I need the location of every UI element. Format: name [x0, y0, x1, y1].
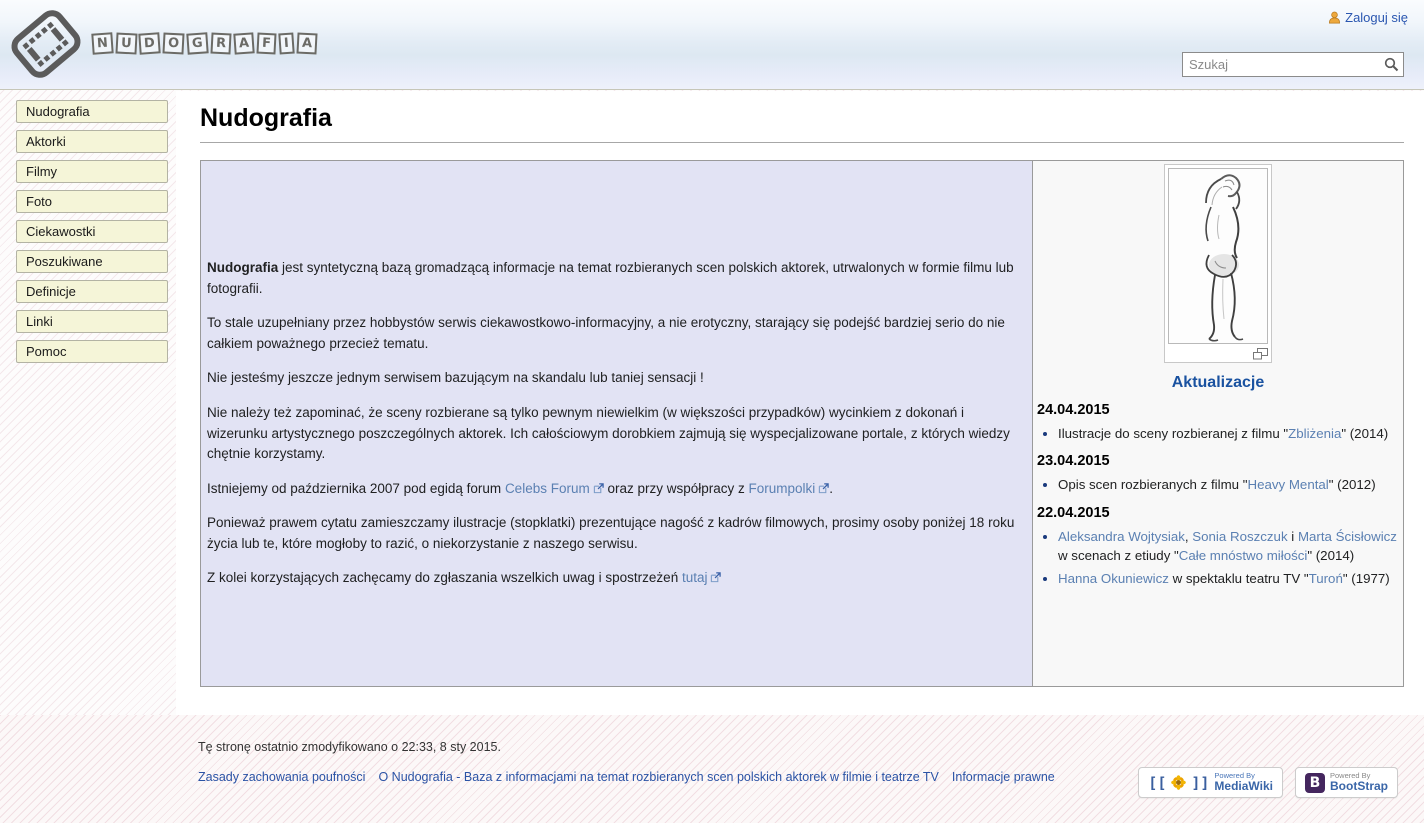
site-header — [0, 0, 1424, 90]
update-date: 24.04.2015 — [1037, 402, 1110, 418]
content-link[interactable]: Zbliżenia — [1288, 426, 1342, 441]
bootstrap-badge[interactable] — [1295, 767, 1398, 798]
page-title: Nudografia — [200, 104, 1404, 143]
mediawiki-badge-big-text: MediaWiki — [1214, 779, 1273, 794]
magnify-icon — [1253, 348, 1268, 360]
intro-paragraph: Istniejemy od października 2007 pod egidą forum Celebs Forum oraz przy współpracy z Forumpolki . — [207, 480, 834, 496]
updates-list — [1033, 402, 1403, 588]
content-link[interactable]: Aleksandra Wojtysiak — [1058, 528, 1185, 544]
logo-letter: R — [210, 32, 231, 54]
mediawiki-bracket-right: ]] — [1191, 773, 1210, 792]
logo-letter: A — [296, 32, 317, 54]
logo-letter: I — [278, 33, 294, 55]
bootstrap-badge-small-text: Powered By — [1330, 771, 1371, 781]
content-link[interactable]: Marta Ścisłowicz — [1297, 528, 1397, 544]
search-input[interactable] — [1183, 57, 1379, 72]
bootstrap-logo-icon: B — [1305, 773, 1325, 793]
update-date: 22.04.2015 — [1037, 504, 1110, 521]
content-link[interactable]: tutaj — [681, 570, 708, 586]
sidebar-item-aktorki[interactable]: Aktorki — [16, 130, 168, 153]
intro-paragraph: Nie należy też zapominać, że sceny rozbierane są tylko pewnym niewielkim (w większości przypadków) wycinkiem z dokonań i wizerunku artystycznego poszczególnych aktorek. Ich całościowym dorobkiem zajmują się wyspecjalizowane portale, z których wiedzy chętnie korzystamy. — [207, 404, 1010, 462]
user-icon — [1328, 11, 1341, 24]
logo-letter: O — [163, 32, 185, 54]
main-content-panel — [176, 91, 1424, 715]
login-link[interactable] — [1328, 10, 1408, 25]
intro-paragraph: Nie jesteśmy jeszcze jednym serwisem bazującym na skandalu lub taniej sensacji ! — [207, 370, 704, 386]
search-icon — [1384, 57, 1399, 72]
sketch-image[interactable] — [1168, 168, 1268, 344]
content-link[interactable]: Całe mnóstwo miłości — [1178, 547, 1308, 563]
sidebar-item-nudografia[interactable]: Nudografia — [16, 100, 168, 123]
footer-links — [198, 770, 1055, 784]
intro-paragraph: To stale uzupełniany przez hobbystów serwis ciekawostkowo-informacyjny, a nie erotyczny, starający się podejść bardziej serio do nie całkiem poważnego przecież tematu. — [207, 315, 1005, 351]
sidebar-item-linki[interactable]: Linki — [16, 310, 168, 333]
external-link-icon — [593, 483, 604, 494]
content-link[interactable]: Celebs Forum — [504, 480, 590, 496]
mediawiki-sunflower-icon — [1171, 775, 1186, 790]
update-date: 23.04.2015 — [1037, 453, 1110, 470]
sidebar-item-filmy[interactable]: Filmy — [16, 160, 168, 183]
magnify-button[interactable] — [1168, 344, 1268, 360]
logo-letter: D — [139, 32, 161, 54]
footer-link-1[interactable]: Zasady zachowania poufności — [198, 770, 366, 784]
logo-letter: A — [233, 32, 254, 54]
last-modified-text: Tę stronę ostatnio zmodyfikowano o 22:33, 8 sty 2015. — [198, 740, 501, 754]
logo-letter: F — [257, 33, 277, 55]
intro-cell — [201, 161, 1032, 686]
site-logo-icon[interactable] — [8, 5, 84, 88]
content-link[interactable]: Forumpolki — [748, 480, 816, 496]
intro-paragraph: Z kolei korzystających zachęcamy do zgłaszania wszelkich uwag i spostrzeżeń tutaj — [207, 568, 1026, 589]
bootstrap-badge-big-text: BootStrap — [1330, 779, 1388, 794]
content-link[interactable]: Sonia Roszczuk — [1192, 528, 1288, 544]
bold-text: Nudografia — [207, 260, 279, 276]
update-item-list — [1037, 527, 1399, 589]
search-box — [1182, 52, 1404, 77]
updates-cell — [1032, 161, 1403, 686]
sidebar-item-foto[interactable]: Foto — [16, 190, 168, 213]
updates-heading[interactable]: Aktualizacje — [1171, 374, 1265, 391]
content-link[interactable]: Hanna Okuniewicz — [1058, 571, 1169, 587]
thumbnail-frame — [1164, 164, 1272, 363]
update-item: • Ilustracje do sceny rozbieranej z filmu "Zbliżenia" (2014) — [1058, 424, 1399, 443]
footer-link-3[interactable]: Informacje prawne — [951, 770, 1055, 784]
intro-paragraph: Ponieważ prawem cytatu zamieszczamy ilustracje (stopklatki) prezentujące nagość z kadrów filmowych, prosimy osoby poniżej 18 roku życia lub te, które mogłoby to razić, o niekorzystanie z naszego serwisu. — [207, 515, 1015, 551]
content-link[interactable]: Heavy Mental — [1247, 477, 1329, 493]
intro-paragraph: Nudografia jest syntetyczną bazą gromadzącą informacje na temat rozbieranych scen polskich aktorek, utrwalonych w formie filmu lub fotografii. — [207, 260, 1014, 296]
update-item-list — [1037, 475, 1399, 494]
content-table — [200, 160, 1404, 687]
sidebar-item-definicje[interactable]: Definicje — [16, 280, 168, 303]
mediawiki-bracket-left: [[ — [1148, 773, 1167, 792]
update-item-list — [1037, 424, 1399, 443]
update-item: • Opis scen rozbieranych z filmu "Heavy Mental" (2012) — [1058, 475, 1399, 494]
footer-link-2[interactable]: O Nudografia - Baza z informacjami na temat rozbieranych scen polskich aktorek w filmie i teatrze TV — [378, 770, 939, 784]
external-link-icon — [710, 572, 721, 583]
external-link-icon — [818, 483, 829, 494]
page-footer — [0, 715, 1424, 823]
sidebar-item-ciekawostki[interactable]: Ciekawostki — [16, 220, 168, 243]
sidebar-item-poszukiwane[interactable]: Poszukiwane — [16, 250, 168, 273]
sidebar-nav — [16, 100, 168, 370]
login-label: Zaloguj się — [1345, 10, 1408, 25]
logo-letter: N — [91, 32, 113, 54]
sidebar-item-pomoc[interactable]: Pomoc — [16, 340, 168, 363]
mediawiki-badge-small-text: Powered By — [1214, 771, 1255, 781]
site-logo-text — [92, 33, 320, 54]
mediawiki-badge[interactable] — [1138, 767, 1283, 798]
footer-badges — [1138, 767, 1398, 798]
search-button[interactable] — [1379, 53, 1403, 76]
logo-letter: G — [187, 32, 209, 54]
logo-letter: U — [115, 32, 137, 54]
content-link[interactable]: Turoń — [1308, 571, 1343, 587]
update-item: • Hanna Okuniewicz w spektaklu teatru TV "Turoń" (1977) — [1058, 569, 1399, 588]
update-item: • Aleksandra Wojtysiak, Sonia Roszczuk i Marta Ścisłowicz w scenach z etiudy "Całe mnóstwo miłości" (2014) — [1058, 527, 1399, 566]
